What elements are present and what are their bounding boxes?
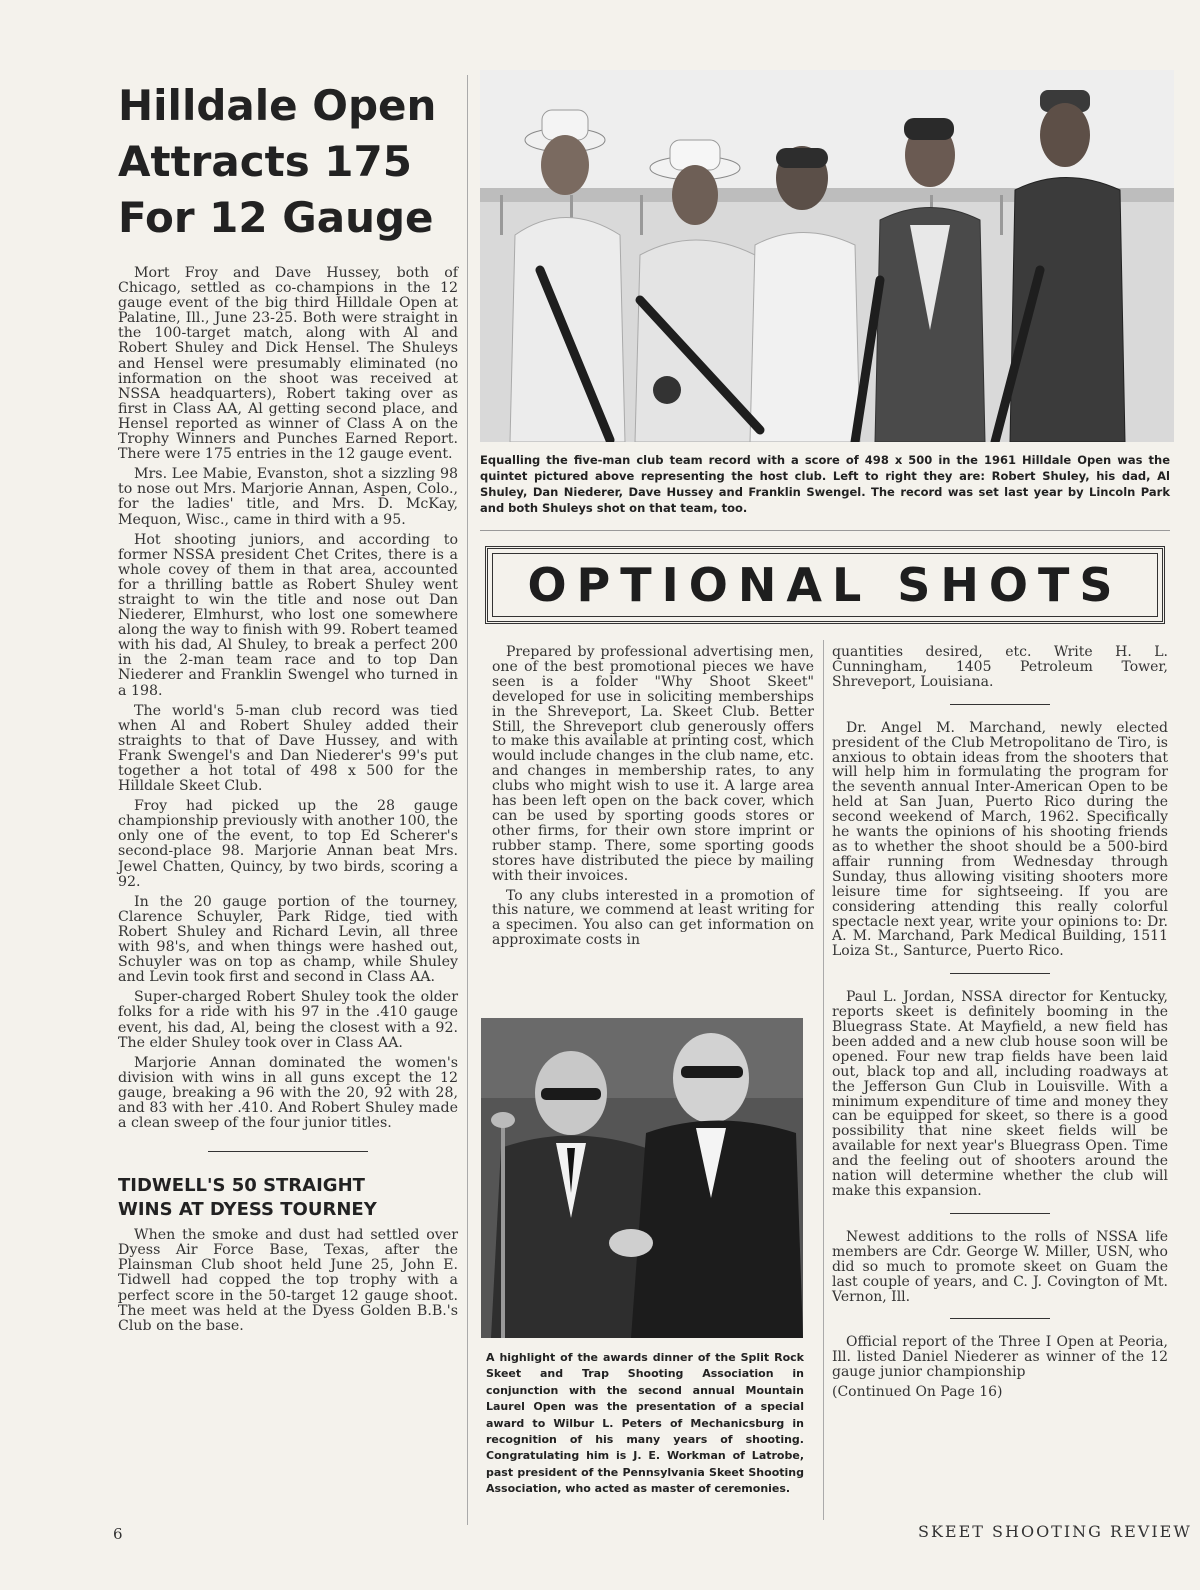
right-column: [832, 645, 1168, 1405]
column-divider: [823, 640, 824, 1520]
article-paragraph: Super-charged Robert Shuley took the older folks for a ride with his 97 in the .410 gauge event, his dad, Al, being the closest with a 92. The elder Shuley took over in Class AA.: [118, 989, 458, 1051]
article-paragraph: Mort Froy and Dave Hussey, both of Chicago, settled as co-champions in the 12 gauge event of the big third Hilldale Open at Palatine, Ill., June 23-25. Both were straight in the 100-target match, along with Al and Robert Shuley and Dick Hensel. The Shuleys and Hensel were presumably eliminated (no information on the shoot was received at NSSA headquarters), Robert taking over as first in Class AA, Al getting second place, and Hensel reported as winner of Class A on the Trophy Winners and Punches Earned Report. There were 175 entries in the 12 gauge event.: [118, 265, 458, 463]
article-paragraph: Marjorie Annan dominated the women's division with wins in all guns except the 12 gauge, breaking a 96 with the 20, 92 with 28, and 83 with her .410. And Robert Shuley made a clean sweep of the four junior titles.: [118, 1054, 458, 1132]
headline-line: Attracts 175: [118, 137, 412, 186]
article-paragraph: Dr. Angel M. Marchand, newly elected president of the Club Metropolitano de Tiro, is anxious to obtain ideas from the shooters that will help him in formulating the program for the seventh annual Inter-American Open to be held at San Juan, Puerto Rico during the second weekend of March, 1962. Specifically he wants the opinions of his shooting friends as to whether the shoot should be a 500-bird affair running from Wednesday through Sunday, thus allowing visiting shooters more leisure time for sightseeing. If you are considering attending this really colorful spectacle next year, write your opinions to: Dr. A. M. Marchand, Park Medical Building, 1511 Loiza St., Santurce, Puerto Rico.: [832, 719, 1168, 960]
column-divider: [467, 75, 468, 1525]
main-headline: [118, 78, 458, 246]
section-rule: [480, 530, 1170, 531]
article-paragraph: Newest additions to the rolls of NSSA life members are Cdr. George W. Miller, USN, who did so much to promote skeet on Guam the last couple of years, and C. J. Covington of Mt. Vernon, Ill.: [832, 1228, 1168, 1305]
main-article-body: [118, 266, 458, 1131]
team-photo: [480, 70, 1174, 442]
team-photo-caption: Equalling the five-man club team record with a score of 498 x 500 in the 1961 Hilldale Open was the quintet pictured above representing the host club. Left to right they are: Robert Shuley, his dad, Al Shuley, Dan Niederer, Dave Hussey and Franklin Swengel. The record was set last year by Lincoln Park and both Shuleys shot on that team, too.: [480, 453, 1170, 515]
magazine-name: SKEET SHOOTING REVIEW: [918, 1522, 1192, 1541]
awards-photo-caption: A highlight of the awards dinner of the Split Rock Skeet and Trap Shooting Association in conjunction with the second annual Mountain Laurel Open was the presentation of a special award to Wilbur L. Peters of Mechanicsburg in recognition of his many years of shooting. Congratulating him is J. E. Workman of Latrobe, past president of the Pennsylvania Skeet Shooting Association, who acted as master of ceremonies.: [486, 1351, 804, 1496]
awards-photo: [481, 1018, 803, 1338]
article-paragraph: quantities desired, etc. Write H. L. Cunningham, 1405 Petroleum Tower, Shreveport, Louisiana.: [832, 644, 1168, 690]
subhead-line: TIDWELL'S 50 STRAIGHT: [118, 1175, 365, 1197]
article-paragraph: Mrs. Lee Mabie, Evanston, shot a sizzling 98 to nose out Mrs. Marjorie Annan, Aspen, Colo., for the ladies' title, and Mrs. D. McKay, Mequon, Wisc., came in third with a 95.: [118, 466, 458, 528]
article-paragraph: Paul L. Jordan, NSSA director for Kentucky, reports skeet is definitely booming in the Bluegrass State. At Mayfield, a new field has been added and a new club house soon will be opened. Four new trap fields have been laid out, black top and all, including roadways at the Jefferson Gun Club in Louisville. With a minimum expenditure of time and money they can be equipped for skeet, so there is a good possibility that nine skeet fields will be available for next year's Bluegrass Open. Time and the feeling out of shooters around the nation will determine whether the club will make this expansion.: [832, 989, 1168, 1199]
tidwell-article-body: [118, 1228, 458, 1334]
article-paragraph: The world's 5-man club record was tied when Al and Robert Shuley added their straights to that of Dave Hussey, and with Frank Swengel's and Dan Niederer's 99's put together a hot total of 498 x 500 for the Hilldale Skeet Club.: [118, 702, 458, 795]
tidwell-headline: [118, 1174, 458, 1222]
article-paragraph: To any clubs interested in a promotion of this nature, we commend at least writing for a specimen. You also can get information on approximate costs in: [492, 887, 814, 949]
article-paragraph: In the 20 gauge portion of the tourney, Clarence Schuyler, Park Ridge, tied with Robert Shuley and Richard Levin, all three with 98's, and when things were hashed out, Schuyler was on top as champ, while Shuley and Levin took first and second in Class AA.: [118, 893, 458, 986]
article-paragraph: Prepared by professional advertising men, one of the best promotional pieces we have seen is a folder "Why Shoot Skeet" developed for use in soliciting memberships in the Shreveport, La. Skeet Club. Better Still, the Shreveport club generously offers to make this available at printing cost, which would include changes in the club name, etc. and changes in membership rates, to any clubs who might wish to use it. A large area has been left open on the back cover, which can be used by sporting goods stores or other firms, for their own store imprint or rubber stamp. There, some sporting goods stores have distributed the piece by mailing with their invoices.: [492, 644, 814, 884]
article-paragraph: When the smoke and dust had settled over Dyess Air Force Base, Texas, after the Plainsman Club shoot held June 25, John E. Tidwell had copped the top trophy with a perfect score in the 50-target 12 gauge shoot. The meet was held at the Dyess Golden B.B.'s Club on the base.: [118, 1227, 458, 1334]
article-paragraph: Hot shooting juniors, and according to former NSSA president Chet Crites, there is a whole covey of them in that area, accounted for a thrilling battle as Robert Shuley went straight to win the title and nose out Dan Niederer, Elmhurst, who lost one somewhere along the way to finish with 99. Robert teamed with his dad, Al Shuley, to break a perfect 200 in the 2-man team race and to top Dan Niederer and Franklin Swengel who turned in a 198.: [118, 531, 458, 699]
page-number: 6: [113, 1525, 123, 1543]
item-divider: [950, 1213, 1050, 1214]
item-divider: [950, 704, 1050, 705]
section-divider: [208, 1151, 368, 1152]
team-photo-illustration: [480, 70, 1174, 442]
headline-line: Hilldale Open: [118, 81, 437, 130]
continued-notice: (Continued On Page 16): [832, 1384, 1003, 1401]
headline-line: For 12 Gauge: [118, 193, 434, 242]
item-divider: [950, 1318, 1050, 1319]
banner-title: OPTIONAL SHOTS: [492, 553, 1158, 617]
item-divider: [950, 973, 1050, 974]
article-paragraph: Official report of the Three I Open at Peoria, Ill. listed Daniel Niederer as winner of the 12 gauge junior championship: [832, 1334, 1168, 1381]
middle-column: [492, 645, 814, 953]
awards-photo-illustration: [481, 1018, 803, 1338]
subhead-line: WINS AT DYESS TOURNEY: [118, 1199, 377, 1221]
article-paragraph: Froy had picked up the 28 gauge championship previously with another 100, the only one of the event, to top Ed Scherer's second-place 98. Marjorie Annan beat Mrs. Jewel Chatten, Quincy, by two birds, scoring a 92.: [118, 798, 458, 890]
left-column: [118, 78, 458, 1339]
optional-shots-banner: [485, 546, 1165, 624]
